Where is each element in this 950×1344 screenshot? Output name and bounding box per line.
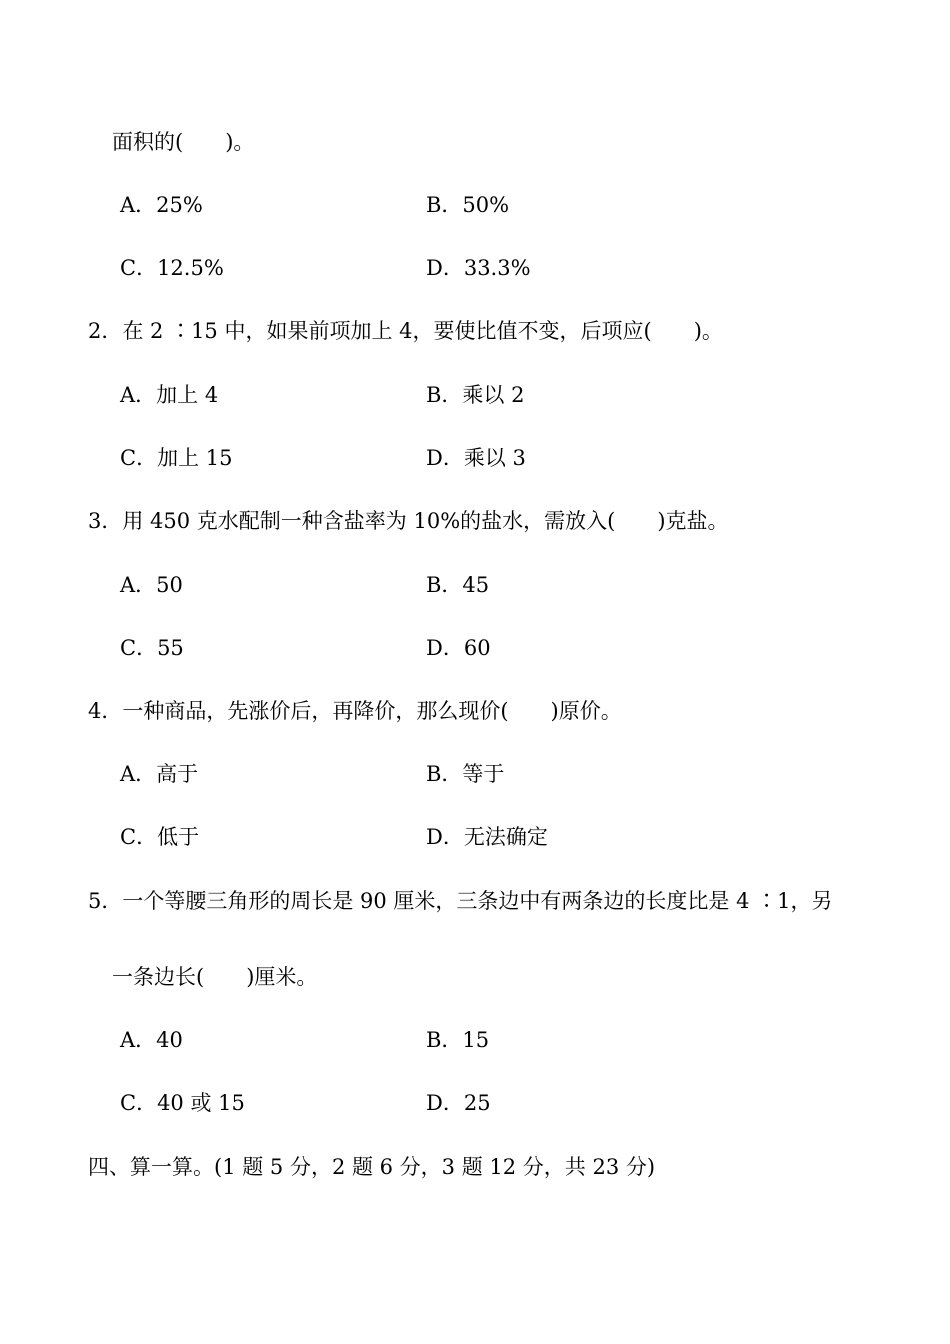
q4-option-a: A．高于 (120, 762, 199, 786)
continuation-line: 面积的( )。 (112, 130, 255, 154)
q4-stem: 4．一种商品，先涨价后，再降价，那么现价( )原价。 (88, 699, 622, 723)
q1-option-a: A．25% (120, 193, 203, 217)
q1-option-c: C．12.5% (120, 256, 224, 280)
q5-stem-continuation: 一条边长( )厘米。 (112, 965, 318, 989)
q5-stem: 5．一个等腰三角形的周长是 90 厘米，三条边中有两条边的长度比是 4 ∶1，另 (88, 889, 833, 913)
q5-option-a: A．40 (120, 1028, 183, 1052)
q5-option-c: C．40 或 15 (120, 1091, 245, 1115)
q4-option-c: C．低于 (120, 825, 200, 849)
q4-option-d: D．无法确定 (426, 825, 548, 849)
q1-option-d: D．33.3% (426, 256, 531, 280)
q5-option-d: D．25 (426, 1091, 491, 1115)
q2-option-a: A．加上 4 (120, 383, 219, 407)
q5-option-b: B．15 (426, 1028, 490, 1052)
q3-option-a: A．50 (120, 573, 183, 597)
q2-option-d: D．乘以 3 (426, 446, 526, 470)
q2-option-b: B．乘以 2 (426, 383, 525, 407)
q3-stem: 3．用 450 克水配制一种含盐率为 10%的盐水，需放入( )克盐。 (88, 509, 729, 533)
q3-option-c: C．55 (120, 636, 184, 660)
q2-stem: 2．在 2 ∶15 中，如果前项加上 4，要使比值不变，后项应( )。 (88, 319, 723, 343)
section-heading: 四、算一算。(1 题 5 分，2 题 6 分，3 题 12 分，共 23 分) (88, 1155, 656, 1179)
q3-option-b: B．45 (426, 573, 490, 597)
q2-option-c: C．加上 15 (120, 446, 233, 470)
q3-option-d: D．60 (426, 636, 491, 660)
q1-option-b: B．50% (426, 193, 510, 217)
q4-option-b: B．等于 (426, 762, 505, 786)
